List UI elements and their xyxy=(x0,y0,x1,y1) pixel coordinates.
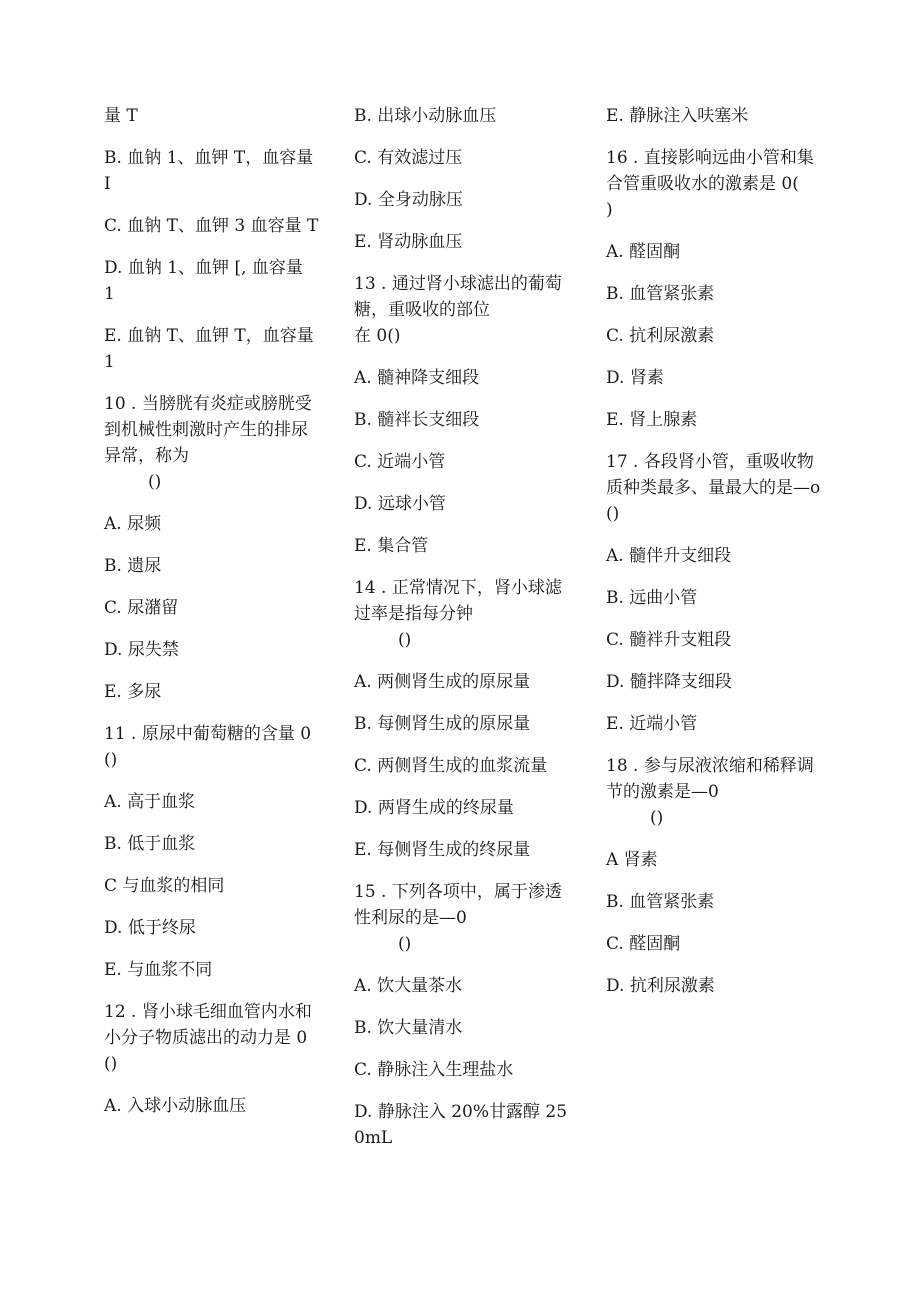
answer-blank: () xyxy=(650,808,664,828)
option-line: A. 髓神降支细段 xyxy=(354,368,480,388)
option-line: A. 高于血浆 xyxy=(104,792,196,812)
option-line: C. 尿潴留 xyxy=(104,598,179,618)
question-14: 14 . 正常情况下，肾小球滤过率是指每分钟 xyxy=(354,578,562,624)
option-line: D. 低于终尿 xyxy=(104,918,196,938)
option-line: D. 静脉注入 20%甘露醇 250mL xyxy=(354,1102,568,1148)
answer-blank: () xyxy=(398,934,412,954)
option-line: A 肾素 xyxy=(606,850,658,870)
option-line: B. 髓袢长支细段 xyxy=(354,410,480,430)
question-13: 13 . 通过肾小球滤出的葡萄糖，重吸收的部位 xyxy=(354,274,562,320)
question-11: 11 . 原尿中葡萄糖的含量 0() xyxy=(104,724,312,770)
option-line: C. 近端小管 xyxy=(354,452,446,472)
option-line: C. 静脉注入生理盐水 xyxy=(354,1060,514,1080)
option-line: D. 远球小管 xyxy=(354,494,446,514)
option-line: D. 髓拌降支细段 xyxy=(606,672,732,692)
question-12: 12 . 肾小球毛细血管内水和小分子物质滤出的动力是 0() xyxy=(104,1002,312,1074)
option-line: C. 髓袢升支粗段 xyxy=(606,630,732,650)
option-line: C. 抗利尿激素 xyxy=(606,326,715,346)
column-3 xyxy=(606,103,853,1015)
option-line: B. 遗尿 xyxy=(104,556,162,576)
option-line: C. 醛固酮 xyxy=(606,934,681,954)
option-line: E. 与血浆不同 xyxy=(104,960,213,980)
option-line: A. 髓伴升支细段 xyxy=(606,546,732,566)
option-line: C. 血钠 T、血钾 3 血容量 T xyxy=(104,216,319,236)
option-line: E. 集合管 xyxy=(354,536,429,556)
question-10: 10 . 当膀胱有炎症或膀胱受到机械性刺激时产生的排尿异常，称为 xyxy=(104,394,312,466)
option-line: D. 两肾生成的终尿量 xyxy=(354,798,514,818)
answer-blank: () xyxy=(148,472,162,492)
option-line: E. 肾上腺素 xyxy=(606,410,698,430)
option-line: C 与血浆的相同 xyxy=(104,876,225,896)
option-line: C. 有效滤过压 xyxy=(354,148,463,168)
option-line: B. 远曲小管 xyxy=(606,588,698,608)
option-line: A. 两侧肾生成的原尿量 xyxy=(354,672,531,692)
question-17: 17 . 各段肾小管，重吸收物质种类最多、量最大的是—o() xyxy=(606,452,821,524)
question-18: 18 . 参与尿液浓缩和稀释调节的激素是—0 xyxy=(606,756,814,802)
option-line: A. 尿频 xyxy=(104,514,162,534)
option-line: E. 每侧肾生成的终尿量 xyxy=(354,840,531,860)
column-2 xyxy=(354,103,569,1167)
answer-blank: () xyxy=(398,630,412,650)
text-line: 量 T xyxy=(104,106,138,126)
question-13-continued: 在 0() xyxy=(354,326,401,346)
question-15: 15 . 下列各项中，属于渗透性利尿的是—0 xyxy=(354,882,562,928)
option-line: A. 入球小动脉血压 xyxy=(104,1096,247,1116)
option-line: E. 静脉注入呋塞米 xyxy=(606,106,749,126)
option-line: E. 多尿 xyxy=(104,682,162,702)
option-line: B. 血钠 1、血钾 T，血容量 I xyxy=(104,148,319,194)
option-line: D. 尿失禁 xyxy=(104,640,179,660)
option-line: B. 饮大量清水 xyxy=(354,1018,463,1038)
column-1 xyxy=(104,103,319,1135)
option-line: D. 肾素 xyxy=(606,368,664,388)
option-line: A. 饮大量茶水 xyxy=(354,976,463,996)
option-line: A. 醛固酮 xyxy=(606,242,681,262)
option-line: B. 每侧肾生成的原尿量 xyxy=(354,714,531,734)
option-line: B. 血管紧张素 xyxy=(606,892,715,912)
option-line: C. 两侧肾生成的血浆流量 xyxy=(354,756,548,776)
option-line: B. 低于血浆 xyxy=(104,834,196,854)
option-line: E. 近端小管 xyxy=(606,714,698,734)
option-line: D. 全身动脉压 xyxy=(354,190,463,210)
option-line: B. 血管紧张素 xyxy=(606,284,715,304)
option-line: D. 血钠 1、血钾 [, 血容量 1 xyxy=(104,258,309,304)
option-line: D. 抗利尿激素 xyxy=(606,976,715,996)
option-line: E. 肾动脉血压 xyxy=(354,232,463,252)
option-line: E. 血钠 T、血钾 T，血容量 1 xyxy=(104,326,320,372)
question-16: 16 . 直接影响远曲小管和集合管重吸收水的激素是 0( ) xyxy=(606,148,853,220)
option-line: B. 出球小动脉血压 xyxy=(354,106,497,126)
